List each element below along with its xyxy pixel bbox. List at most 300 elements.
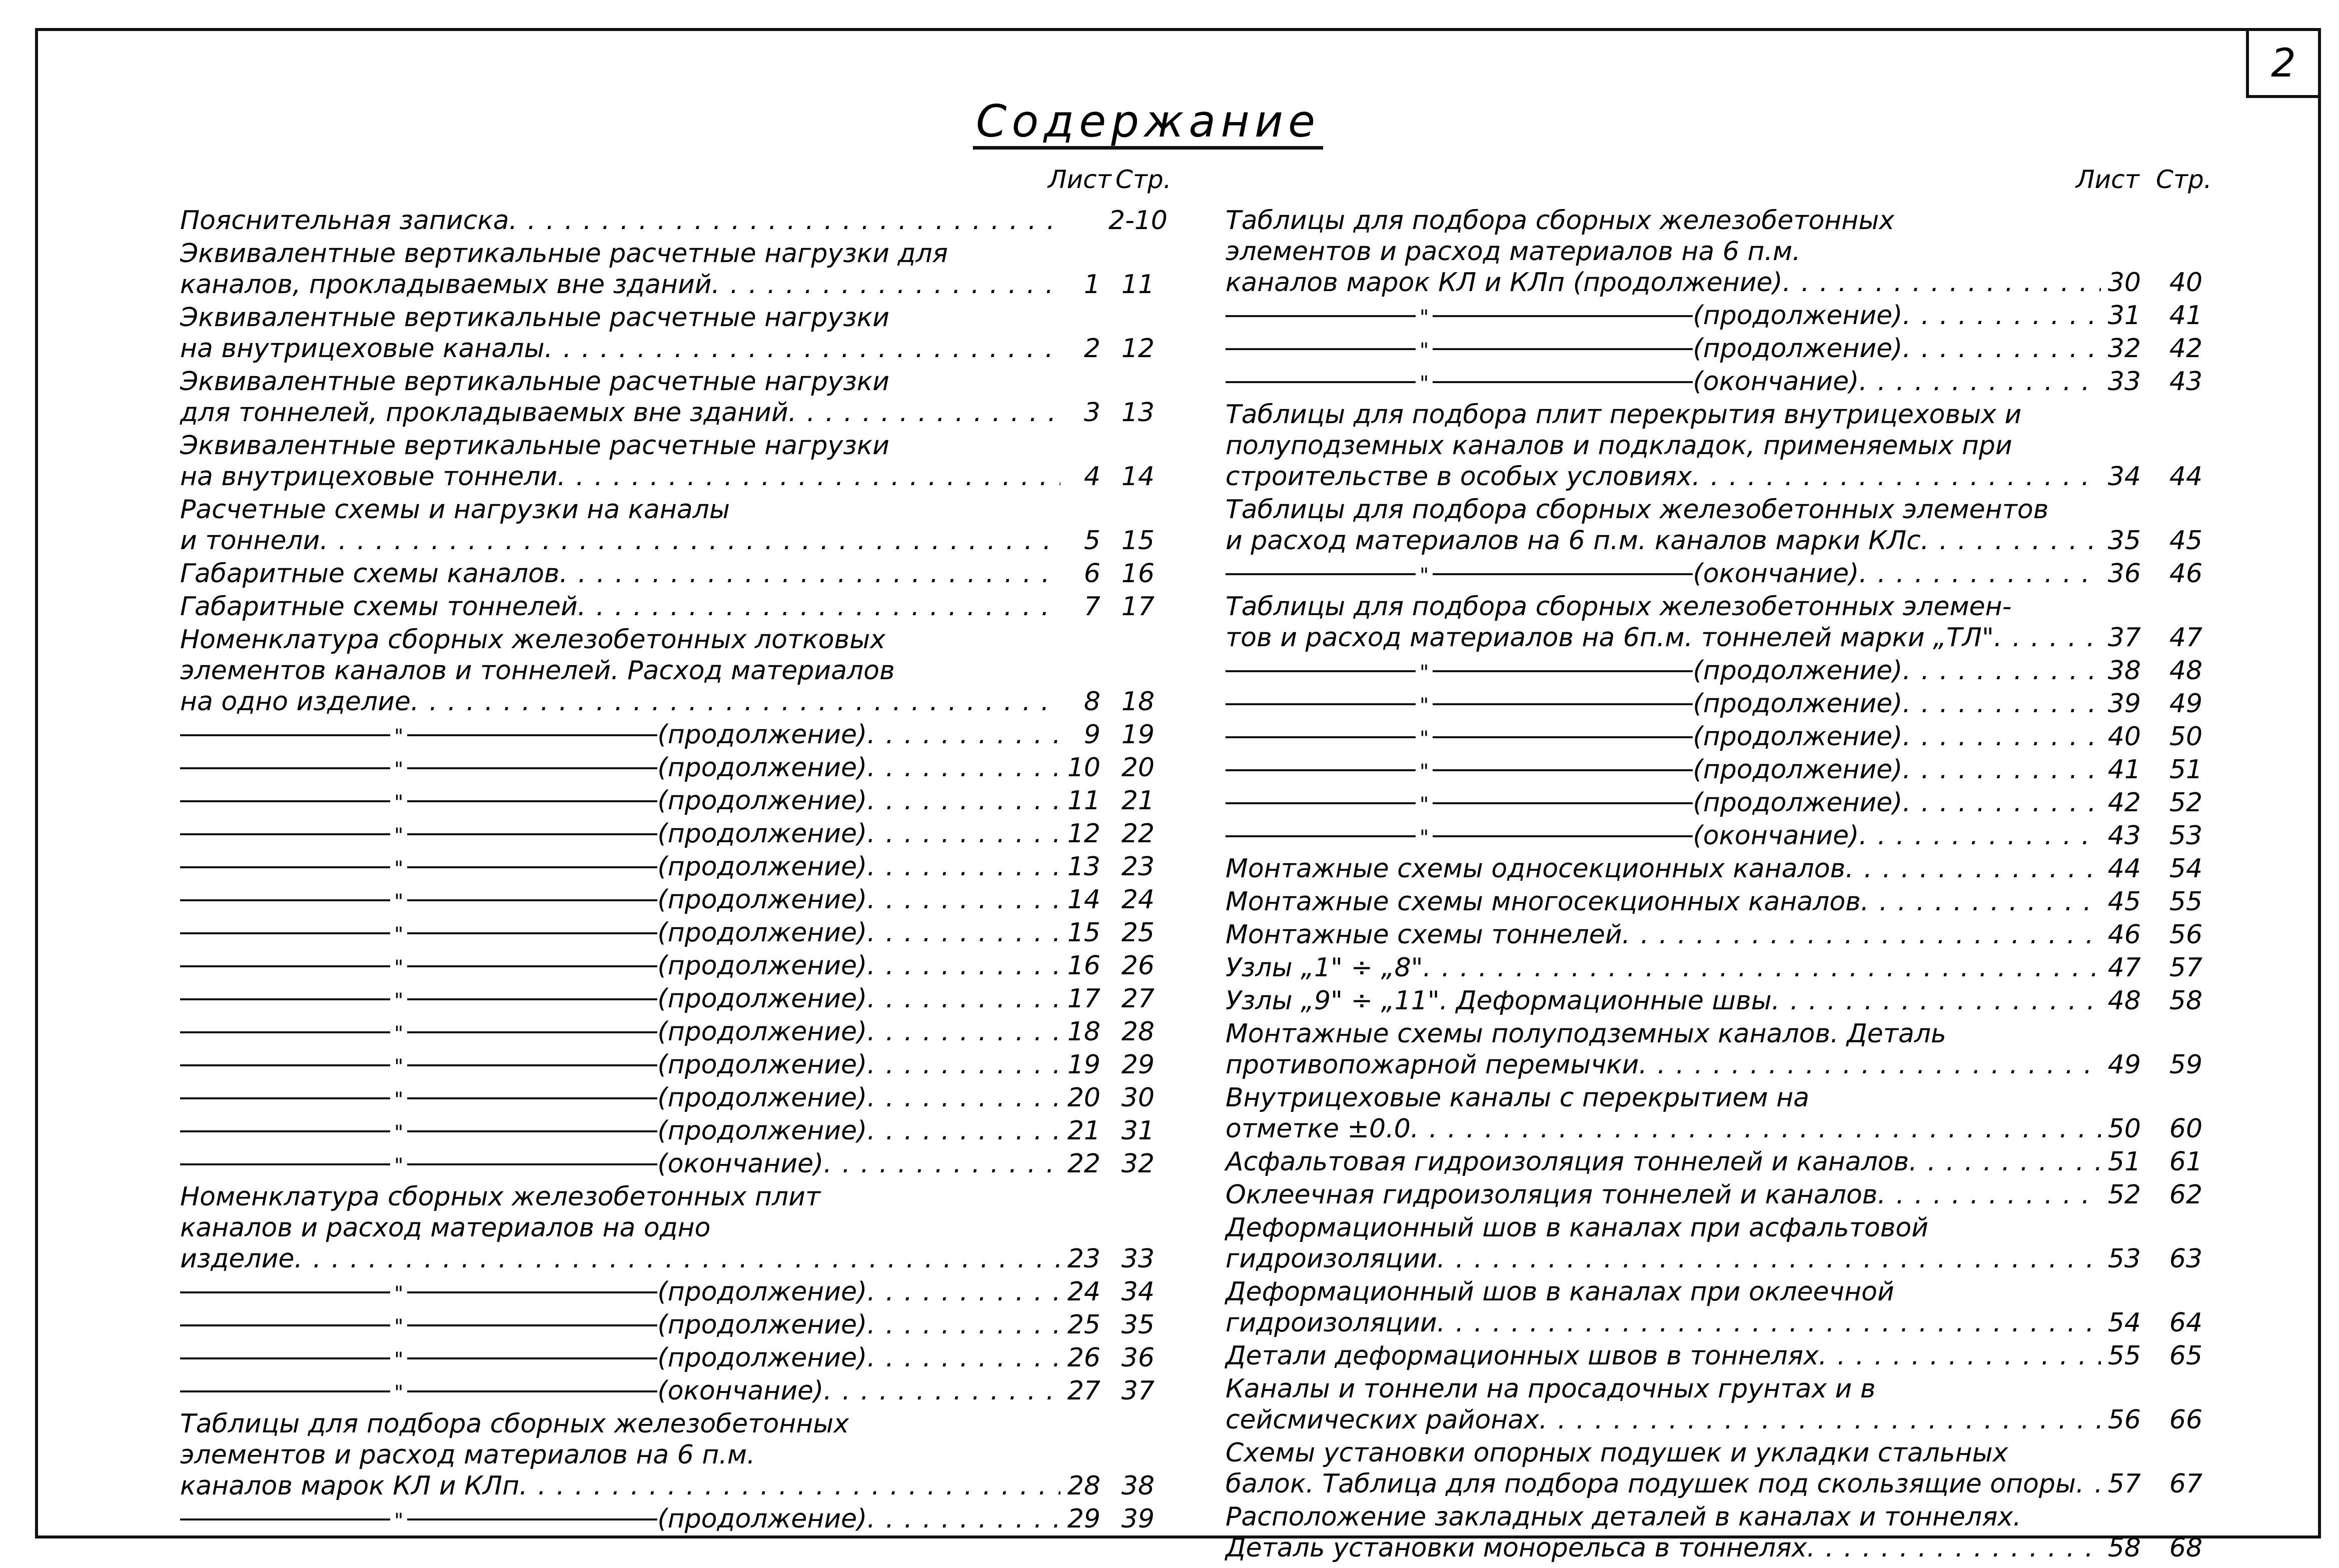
page-number-cell: 21 xyxy=(1121,786,1155,816)
toc-entry-row xyxy=(1226,1049,2231,1080)
toc-entry-line: Внутрицеховые каналы с перекрытием на xyxy=(1226,1083,1809,1113)
ditto-dash xyxy=(407,1324,657,1326)
page-number-cell: 19 xyxy=(1121,720,1155,750)
dot-leader xyxy=(1861,886,2101,917)
ditto-mark: " xyxy=(1420,661,1429,684)
toc-entry xyxy=(180,950,1176,983)
sheet-number: 48 xyxy=(2107,986,2141,1016)
toc-entry xyxy=(1226,591,2231,653)
page-number-cell: 28 xyxy=(1121,1017,1155,1047)
toc-entry-row xyxy=(1226,1404,2231,1435)
dot-leader xyxy=(509,205,1060,236)
toc-entry-row xyxy=(1226,300,2231,333)
sheet-number: 45 xyxy=(2107,887,2141,917)
ditto-dash xyxy=(407,1163,657,1165)
page-number-cell: 45 xyxy=(2169,526,2203,556)
sheet-number: 44 xyxy=(2107,854,2141,884)
dot-leader xyxy=(867,1016,1060,1047)
page-number-cell: 40 xyxy=(2169,268,2203,298)
ditto-dash xyxy=(180,1390,390,1392)
sheet-number: 31 xyxy=(2107,301,2141,331)
toc-entry-row xyxy=(180,950,1176,983)
page-number-cell: 41 xyxy=(2169,301,2203,331)
page-number-cell: 42 xyxy=(2169,334,2203,364)
toc-entry-text: строительстве в особых условиях xyxy=(1226,462,1692,492)
toc-entry xyxy=(180,1375,1176,1408)
dot-leader xyxy=(867,1115,1060,1146)
page-number-cell: 37 xyxy=(1121,1376,1155,1406)
dot-leader xyxy=(867,1049,1060,1080)
toc-entry xyxy=(1226,494,2231,556)
sheet-number: 49 xyxy=(2107,1050,2141,1080)
dot-leader xyxy=(1411,1113,2101,1144)
toc-entry-row xyxy=(1226,688,2231,721)
dot-leader xyxy=(867,917,1060,948)
sheet-number: 10 xyxy=(1067,753,1100,783)
ditto-dash xyxy=(407,1291,657,1293)
sheet-number: 53 xyxy=(2107,1244,2141,1274)
sheet-number: 8 xyxy=(1083,687,1100,717)
toc-entry-line: Номенклатура сборных железобетонных плит xyxy=(180,1182,821,1212)
ditto-mark: " xyxy=(394,824,404,847)
toc-entry-text: (продолжение) xyxy=(657,1050,867,1080)
ditto-dash xyxy=(180,866,390,868)
toc-entry xyxy=(1226,655,2231,688)
toc-entry-row xyxy=(180,1016,1176,1049)
toc-entry-row xyxy=(1226,558,2231,591)
dot-leader xyxy=(411,686,1060,717)
toc-entry-text: противопожарной перемычки xyxy=(1226,1050,1639,1080)
ditto-mark: " xyxy=(394,1381,404,1404)
page-number-cell: 58 xyxy=(2169,986,2203,1016)
right-page-header: Стр. xyxy=(2156,165,2212,194)
toc-entry xyxy=(180,1049,1176,1082)
sheet-number: 30 xyxy=(2107,268,2141,298)
toc-entry xyxy=(1226,787,2231,820)
dot-leader xyxy=(1639,1049,2101,1080)
toc-entry-line: Эквивалентные вертикальные расчетные нагрузки xyxy=(180,431,890,461)
toc-entry-text: (продолжение) xyxy=(657,852,867,882)
dot-leader xyxy=(1437,1307,2101,1338)
dot-leader xyxy=(867,1082,1060,1113)
dot-leader xyxy=(1859,366,2101,397)
ditto-dash xyxy=(407,1130,657,1132)
ditto-dash xyxy=(1433,802,1693,804)
ditto-mark: " xyxy=(394,1509,404,1532)
toc-entry xyxy=(1226,333,2231,366)
page-number-cell: 59 xyxy=(2169,1050,2203,1080)
ditto-dash xyxy=(180,1031,390,1033)
toc-entry-text: (продолжение) xyxy=(657,786,867,816)
dot-leader xyxy=(867,884,1060,915)
dot-leader xyxy=(823,1148,1060,1179)
toc-entry-row xyxy=(1226,1532,2231,1563)
page-number-cell: 24 xyxy=(1121,885,1155,915)
ditto-dash xyxy=(180,767,390,769)
dot-leader xyxy=(1859,558,2101,589)
page-number-cell: 61 xyxy=(2169,1147,2203,1177)
ditto-dash xyxy=(180,1163,390,1165)
dot-leader xyxy=(867,1309,1060,1340)
toc-entry-text: (продолжение) xyxy=(1693,334,1903,364)
toc-entry-text: (продолжение) xyxy=(657,1343,867,1373)
page-number-cell: 49 xyxy=(2169,689,2203,719)
toc-entry-row xyxy=(1226,1146,2231,1177)
sheet-number: 20 xyxy=(1067,1083,1100,1113)
toc-entry xyxy=(1226,399,2231,492)
page-number: 2 xyxy=(2271,41,2296,86)
toc-entry xyxy=(180,238,1176,300)
sheet-number: 36 xyxy=(2107,559,2141,589)
toc-entry-text: на внутрицеховые тоннели xyxy=(180,462,558,492)
toc-entry-text: (продолжение) xyxy=(657,1277,867,1307)
sheet-number: 1 xyxy=(1083,270,1100,300)
toc-entry-row xyxy=(180,851,1176,884)
toc-entry xyxy=(180,205,1176,236)
page-number-box xyxy=(2246,28,2321,98)
toc-entry-row xyxy=(1226,1468,2231,1499)
toc-entry-row xyxy=(180,525,1176,556)
toc-entry-row xyxy=(180,1309,1176,1342)
sheet-number: 50 xyxy=(2107,1114,2141,1144)
sheet-number: 13 xyxy=(1067,852,1100,882)
page-number-cell: 27 xyxy=(1121,984,1155,1014)
toc-entry-row xyxy=(180,1243,1176,1274)
ditto-mark: " xyxy=(394,1121,404,1144)
toc-entry-row xyxy=(180,1049,1176,1082)
toc-entry-line: Каналы и тоннели на просадочных грунтах и в xyxy=(1226,1374,1876,1404)
toc-entry-text: (продолжение) xyxy=(1693,301,1903,331)
toc-entry-text: гидроизоляции xyxy=(1226,1244,1437,1274)
toc-entry-text: (продолжение) xyxy=(1693,755,1903,785)
toc-entry xyxy=(180,624,1176,717)
ditto-mark: " xyxy=(394,1282,404,1305)
page-number-cell: 54 xyxy=(2169,854,2203,884)
toc-entry-text: (продолжение) xyxy=(657,885,867,915)
ditto-dash xyxy=(1433,348,1693,350)
page-number-cell: 32 xyxy=(1121,1149,1155,1179)
toc-entry-text: каналов марок КЛ и КЛп xyxy=(180,1471,520,1501)
toc-entry-text: (продолжение) xyxy=(1693,656,1903,686)
toc-entry-row xyxy=(1226,853,2231,884)
toc-entry-row xyxy=(1226,886,2231,917)
toc-entry-line: Деформационный шов в каналах при асфальтовой xyxy=(1226,1213,1929,1243)
toc-entry xyxy=(180,302,1176,364)
ditto-dash xyxy=(407,734,657,736)
page-number-cell: 50 xyxy=(2169,722,2203,752)
ditto-mark: " xyxy=(1420,306,1429,329)
dot-leader xyxy=(1807,1532,2101,1563)
dot-leader xyxy=(867,950,1060,981)
toc-entry-text: (продолжение) xyxy=(657,1017,867,1047)
page-number-cell: 31 xyxy=(1121,1116,1155,1146)
toc-entry xyxy=(180,983,1176,1016)
sheet-number: 55 xyxy=(2107,1341,2141,1371)
dot-leader xyxy=(867,983,1060,1014)
sheet-number: 28 xyxy=(1067,1471,1100,1501)
toc-entry-row xyxy=(180,461,1176,492)
toc-entry-text: (окончание) xyxy=(1693,367,1859,397)
sheet-number: 14 xyxy=(1067,885,1100,915)
sheet-number: 27 xyxy=(1067,1376,1100,1406)
toc-entry-row xyxy=(1226,721,2231,754)
toc-entry xyxy=(180,1276,1176,1309)
ditto-mark: " xyxy=(394,791,404,814)
toc-entry xyxy=(180,591,1176,622)
page-number-cell: 14 xyxy=(1121,462,1155,492)
toc-entry-text: гидроизоляции xyxy=(1226,1308,1437,1338)
sheet-number: 17 xyxy=(1067,984,1100,1014)
sheet-number: 43 xyxy=(2107,821,2141,851)
toc-entry-line: Таблицы для подбора сборных железобетонных элементов xyxy=(1226,495,2049,525)
ditto-dash xyxy=(1433,736,1693,738)
toc-entry-row xyxy=(180,884,1176,917)
ditto-dash xyxy=(407,866,657,868)
toc-entry xyxy=(1226,366,2231,399)
dot-leader xyxy=(867,1342,1060,1373)
ditto-mark: " xyxy=(1420,826,1429,849)
ditto-mark: " xyxy=(394,1055,404,1078)
toc-entry xyxy=(180,851,1176,884)
toc-entry xyxy=(1226,1501,2231,1563)
toc-entry-line: Таблицы для подбора сборных железобетонных xyxy=(180,1409,849,1439)
toc-entry-row xyxy=(180,983,1176,1016)
toc-entry-row xyxy=(180,719,1176,752)
dot-leader xyxy=(867,752,1060,783)
toc-entry-row xyxy=(180,752,1176,785)
ditto-dash xyxy=(407,1357,657,1359)
ditto-dash xyxy=(180,1097,390,1099)
toc-entry-row xyxy=(1226,366,2231,399)
sheet-number: 2 xyxy=(1083,334,1100,364)
toc-entry xyxy=(1226,952,2231,983)
toc-entry-line: Схемы установки опорных подушек и укладки стальных xyxy=(1226,1438,2008,1468)
sheet-number: 24 xyxy=(1067,1277,1100,1307)
page-number-cell: 65 xyxy=(2169,1341,2203,1371)
toc-entry xyxy=(1226,853,2231,884)
dot-leader xyxy=(1902,688,2101,719)
toc-entry-line: элементов и расход материалов на 6 п.м. xyxy=(180,1440,755,1470)
toc-entry xyxy=(1226,558,2231,591)
sheet-number: 42 xyxy=(2107,788,2141,818)
page-number-cell: 33 xyxy=(1121,1244,1155,1274)
toc-entry-row xyxy=(180,1115,1176,1148)
dot-leader xyxy=(1859,820,2101,851)
toc-entry-text: (продолжение) xyxy=(657,951,867,981)
toc-entry-line: Номенклатура сборных железобетонных лотковых xyxy=(180,625,886,655)
dot-leader xyxy=(557,461,1060,492)
toc-entry-text: тов и расход материалов на 6п.м. тоннелей марки „ТЛ" xyxy=(1226,623,1994,653)
ditto-dash xyxy=(1433,769,1693,771)
toc-entry-row xyxy=(1226,1179,2231,1210)
dot-leader xyxy=(867,1503,1060,1534)
ditto-dash xyxy=(407,1064,657,1066)
toc-entry xyxy=(1226,919,2231,950)
dot-leader xyxy=(1877,1179,2101,1210)
ditto-mark: " xyxy=(394,1088,404,1111)
toc-entry xyxy=(180,558,1176,589)
toc-right-column xyxy=(1226,205,2231,1565)
ditto-dash xyxy=(180,1291,390,1293)
toc-entry-text: каналов, прокладываемых вне зданий xyxy=(180,270,712,300)
toc-entry-text: (продолжение) xyxy=(657,984,867,1014)
page-number-cell: 63 xyxy=(2169,1244,2203,1274)
toc-entry-text: (окончание) xyxy=(1693,559,1859,589)
sheet-number: 41 xyxy=(2107,755,2141,785)
toc-entry xyxy=(1226,1340,2231,1371)
page-number-cell: 16 xyxy=(1121,559,1155,589)
toc-entry-text: Деталь установки монорельса в тоннелях xyxy=(1226,1533,1807,1563)
sheet-number: 21 xyxy=(1067,1116,1100,1146)
toc-entry-row xyxy=(180,205,1176,236)
page-number-cell: 20 xyxy=(1121,753,1155,783)
ditto-mark: " xyxy=(394,758,404,781)
ditto-mark: " xyxy=(1420,372,1429,395)
toc-entry-row xyxy=(180,1503,1176,1536)
toc-entry-row xyxy=(180,686,1176,717)
ditto-mark: " xyxy=(394,923,404,946)
toc-entry-text: и тоннели xyxy=(180,526,320,556)
toc-entry-row xyxy=(1226,787,2231,820)
toc-entry-text: (продолжение) xyxy=(657,819,867,849)
toc-entry-text: (окончание) xyxy=(657,1376,824,1406)
toc-entry-line: Монтажные схемы полуподземных каналов. Деталь xyxy=(1226,1019,1946,1049)
sheet-number: 9 xyxy=(1083,720,1100,750)
dot-leader xyxy=(1902,333,2101,364)
sheet-number: 29 xyxy=(1067,1504,1100,1534)
ditto-mark: " xyxy=(394,1022,404,1045)
page-number-cell: 36 xyxy=(1121,1343,1155,1373)
toc-entry-line: полуподземных каналов и подкладок, применяемых при xyxy=(1226,431,2012,461)
ditto-dash xyxy=(180,1130,390,1132)
toc-entry-row xyxy=(180,1470,1176,1501)
sheet-number: 7 xyxy=(1083,592,1100,622)
toc-entry-text: (продолжение) xyxy=(1693,689,1903,719)
page-number-cell: 13 xyxy=(1121,398,1155,428)
ditto-dash xyxy=(180,1357,390,1359)
page-number-cell: 53 xyxy=(2169,821,2203,851)
page-number-cell: 51 xyxy=(2169,755,2203,785)
toc-entry xyxy=(180,1503,1176,1536)
toc-entry-row xyxy=(1226,525,2231,556)
toc-entry-line: элементов каналов и тоннелей. Расход материалов xyxy=(180,656,895,686)
toc-entry xyxy=(180,1309,1176,1342)
toc-entry-row xyxy=(1226,655,2231,688)
dot-leader xyxy=(545,333,1060,364)
sheet-number: 18 xyxy=(1067,1017,1100,1047)
sheet-number: 35 xyxy=(2107,526,2141,556)
ditto-dash xyxy=(1433,703,1693,705)
toc-entry-row xyxy=(1226,267,2231,298)
toc-entry xyxy=(1226,1146,2231,1177)
dot-leader xyxy=(823,1375,1060,1406)
sheet-number: 33 xyxy=(2107,367,2141,397)
toc-entry-text: Монтажные схемы односекционных каналов xyxy=(1226,854,1846,884)
sheet-number: 12 xyxy=(1067,819,1100,849)
ditto-dash xyxy=(1433,835,1693,837)
page-number-cell: 62 xyxy=(2169,1180,2203,1210)
toc-entry xyxy=(180,1082,1176,1115)
toc-entry-line: Таблицы для подбора сборных железобетонных элемен- xyxy=(1226,592,2012,622)
toc-left-column xyxy=(180,205,1176,1536)
ditto-dash xyxy=(407,767,657,769)
toc-entry-line: Эквивалентные вертикальные расчетные нагрузки xyxy=(180,303,890,333)
ditto-dash xyxy=(1226,835,1416,837)
dot-leader xyxy=(788,397,1060,428)
toc-entry-row xyxy=(180,1342,1176,1375)
dot-leader xyxy=(1622,919,2101,950)
ditto-dash xyxy=(1226,348,1416,350)
ditto-mark: " xyxy=(1420,564,1429,587)
dot-leader xyxy=(1437,1243,2101,1274)
toc-entry xyxy=(1226,1082,2231,1144)
toc-entry-row xyxy=(1226,461,2231,492)
ditto-dash xyxy=(180,965,390,967)
ditto-dash xyxy=(180,800,390,802)
sheet-number: 4 xyxy=(1083,462,1100,492)
toc-entry-text: Асфальтовая гидроизоляция тоннелей и каналов xyxy=(1226,1147,1909,1177)
dot-leader xyxy=(1783,267,2101,298)
page-number-cell: 66 xyxy=(2169,1405,2203,1435)
ditto-dash xyxy=(180,1064,390,1066)
dot-leader xyxy=(559,558,1060,589)
page-number-cell: 34 xyxy=(1121,1277,1155,1307)
ditto-dash xyxy=(180,899,390,901)
toc-entry-text: (окончание) xyxy=(657,1149,824,1179)
sheet-number: 26 xyxy=(1067,1343,1100,1373)
ditto-mark: " xyxy=(394,1154,404,1177)
dot-leader xyxy=(867,1276,1060,1307)
sheet-number: 58 xyxy=(2107,1533,2141,1563)
right-sheet-header: Лист xyxy=(2076,165,2139,194)
sheet-number: 16 xyxy=(1067,951,1100,981)
toc-entry xyxy=(180,818,1176,851)
toc-entry-text: Монтажные схемы тоннелей xyxy=(1226,920,1622,950)
ditto-dash xyxy=(1226,703,1416,705)
toc-entry xyxy=(180,1342,1176,1375)
toc-entry xyxy=(180,1181,1176,1274)
ditto-dash xyxy=(180,734,390,736)
ditto-mark: " xyxy=(394,1315,404,1338)
ditto-dash xyxy=(1226,315,1416,317)
dot-leader xyxy=(294,1243,1060,1274)
ditto-dash xyxy=(407,932,657,934)
toc-entry-text: (продолжение) xyxy=(657,1504,867,1534)
sheet-number: 5 xyxy=(1083,526,1100,556)
toc-entry-row xyxy=(180,1375,1176,1408)
toc-entry-text: (продолжение) xyxy=(657,1083,867,1113)
page-number-cell: 11 xyxy=(1121,270,1155,300)
ditto-mark: " xyxy=(394,956,404,979)
ditto-dash xyxy=(1433,670,1693,672)
toc-entry xyxy=(180,1148,1176,1181)
sheet-number: 11 xyxy=(1067,786,1100,816)
page-number-cell: 30 xyxy=(1121,1083,1155,1113)
ditto-dash xyxy=(1226,670,1416,672)
page-number-cell: 68 xyxy=(2169,1533,2203,1563)
ditto-dash xyxy=(180,1324,390,1326)
ditto-dash xyxy=(407,1518,657,1520)
toc-entry xyxy=(1226,721,2231,754)
toc-entry xyxy=(1226,300,2231,333)
dot-leader xyxy=(1423,952,2101,983)
toc-entry-line: Деформационный шов в каналах при оклеечной xyxy=(1226,1277,1894,1307)
dot-leader xyxy=(1902,300,2101,331)
ditto-mark: " xyxy=(394,890,404,913)
dot-leader xyxy=(1692,461,2101,492)
page-number-cell: 26 xyxy=(1121,951,1155,981)
toc-entry-row xyxy=(180,1082,1176,1115)
